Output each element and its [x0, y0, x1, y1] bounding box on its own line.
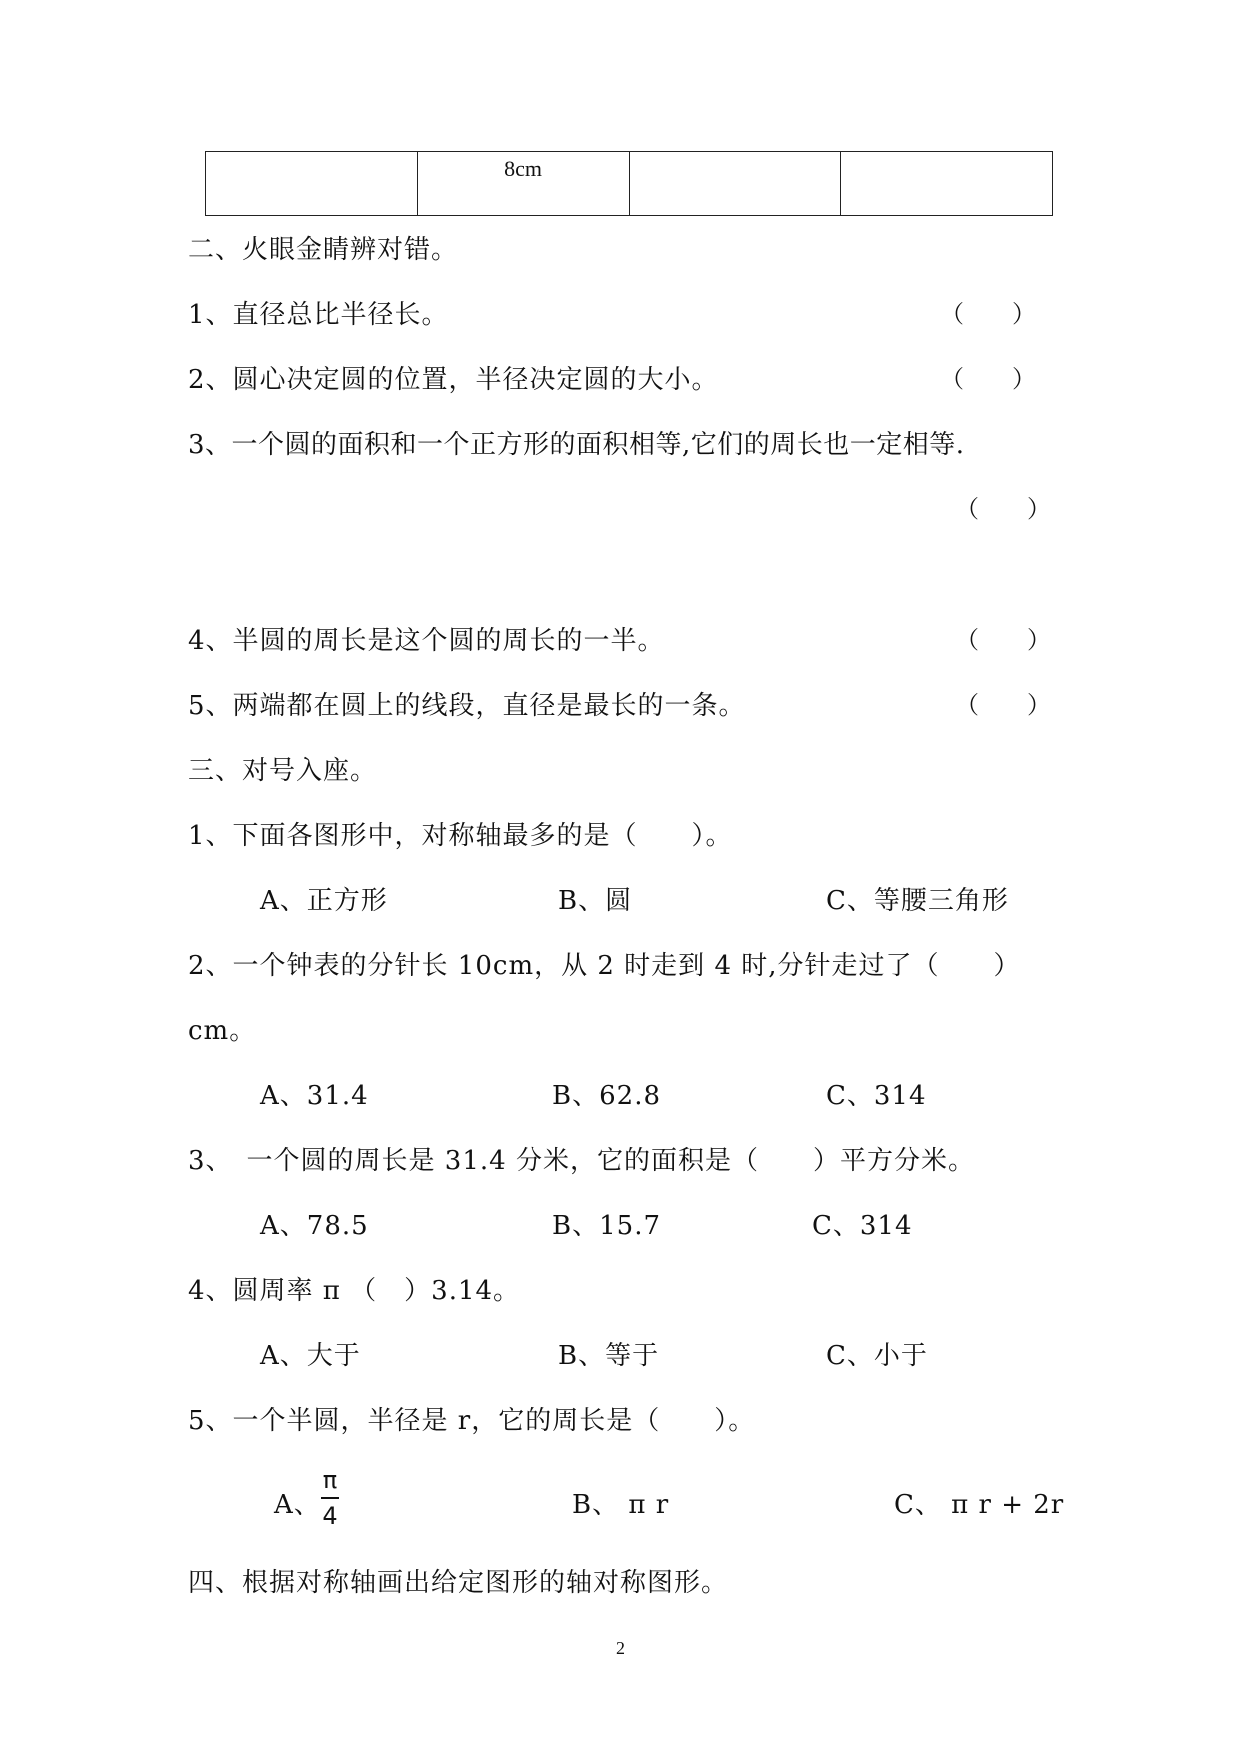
option-a[interactable]: A、78.5 — [260, 1211, 369, 1241]
question-2-continuation: cm。 — [188, 1016, 257, 1046]
option-c[interactable]: C、314 — [812, 1211, 913, 1241]
section2-item-1: 1、直径总比半径长。 — [188, 300, 449, 330]
question-4: 4、圆周率 π （ ）3.14。 — [188, 1276, 521, 1306]
table-cell: 8cm — [418, 152, 630, 215]
page-number: 2 — [616, 1638, 625, 1658]
section4-heading: 四、根据对称轴画出给定图形的轴对称图形。 — [188, 1568, 729, 1598]
table-cell — [630, 152, 842, 215]
question-5: 5、一个半圆，半径是 r，它的周长是（ ）。 — [188, 1406, 756, 1436]
option-a[interactable] — [274, 1488, 321, 1522]
section2-item-3: 3、一个圆的面积和一个正方形的面积相等,它们的周长也一定相等. — [188, 430, 965, 460]
answer-paren[interactable]: （ ） — [955, 693, 1051, 719]
option-a[interactable]: A、正方形 — [260, 886, 388, 916]
option-b[interactable]: B、62.8 — [552, 1081, 661, 1111]
answer-paren[interactable]: （ ） — [955, 628, 1051, 654]
fraction-bar — [321, 1497, 339, 1499]
option-c[interactable]: C、314 — [826, 1081, 927, 1111]
table-cell — [841, 152, 1052, 215]
section2-heading: 二、火眼金睛辨对错。 — [188, 235, 459, 265]
section2-item-2: 2、圆心决定圆的位置，半径决定圆的大小。 — [188, 365, 719, 395]
section2-item-5: 5、两端都在圆上的线段，直径是最长的一条。 — [188, 691, 746, 721]
option-c[interactable]: C、小于 — [826, 1341, 928, 1371]
section2-item-4: 4、半圆的周长是这个圆的周长的一半。 — [188, 626, 665, 656]
option-c[interactable]: C、 π r + 2r — [894, 1490, 1065, 1520]
option-b[interactable]: B、15.7 — [552, 1211, 661, 1241]
data-table-row — [205, 151, 1053, 216]
option-c[interactable]: C、等腰三角形 — [826, 886, 1009, 916]
question-1: 1、下面各图形中，对称轴最多的是（ ）。 — [188, 821, 733, 851]
answer-paren[interactable]: （ ） — [940, 302, 1036, 328]
question-3: 3、 一个圆的周长是 31.4 分米，它的面积是（ ）平方分米。 — [188, 1146, 975, 1176]
option-a[interactable]: A、大于 — [260, 1341, 361, 1371]
section3-heading: 三、对号入座。 — [188, 756, 378, 786]
fraction-denominator: 4 — [322, 1502, 338, 1530]
question-2: 2、一个钟表的分针长 10cm，从 2 时走到 4 时,分针走过了（ ） — [188, 951, 1021, 981]
answer-paren[interactable]: （ ） — [955, 497, 1051, 523]
option-b[interactable]: B、等于 — [558, 1341, 660, 1371]
fraction-numerator: π — [322, 1466, 338, 1494]
table-cell — [206, 152, 418, 215]
option-a[interactable]: A、31.4 — [260, 1081, 369, 1111]
answer-paren[interactable]: （ ） — [940, 367, 1036, 393]
fraction-pi-over-4 — [321, 1466, 339, 1530]
option-a-label: A、 — [274, 1490, 321, 1520]
option-b[interactable]: B、圆 — [558, 886, 633, 916]
option-b[interactable]: B、 π r — [572, 1490, 670, 1520]
